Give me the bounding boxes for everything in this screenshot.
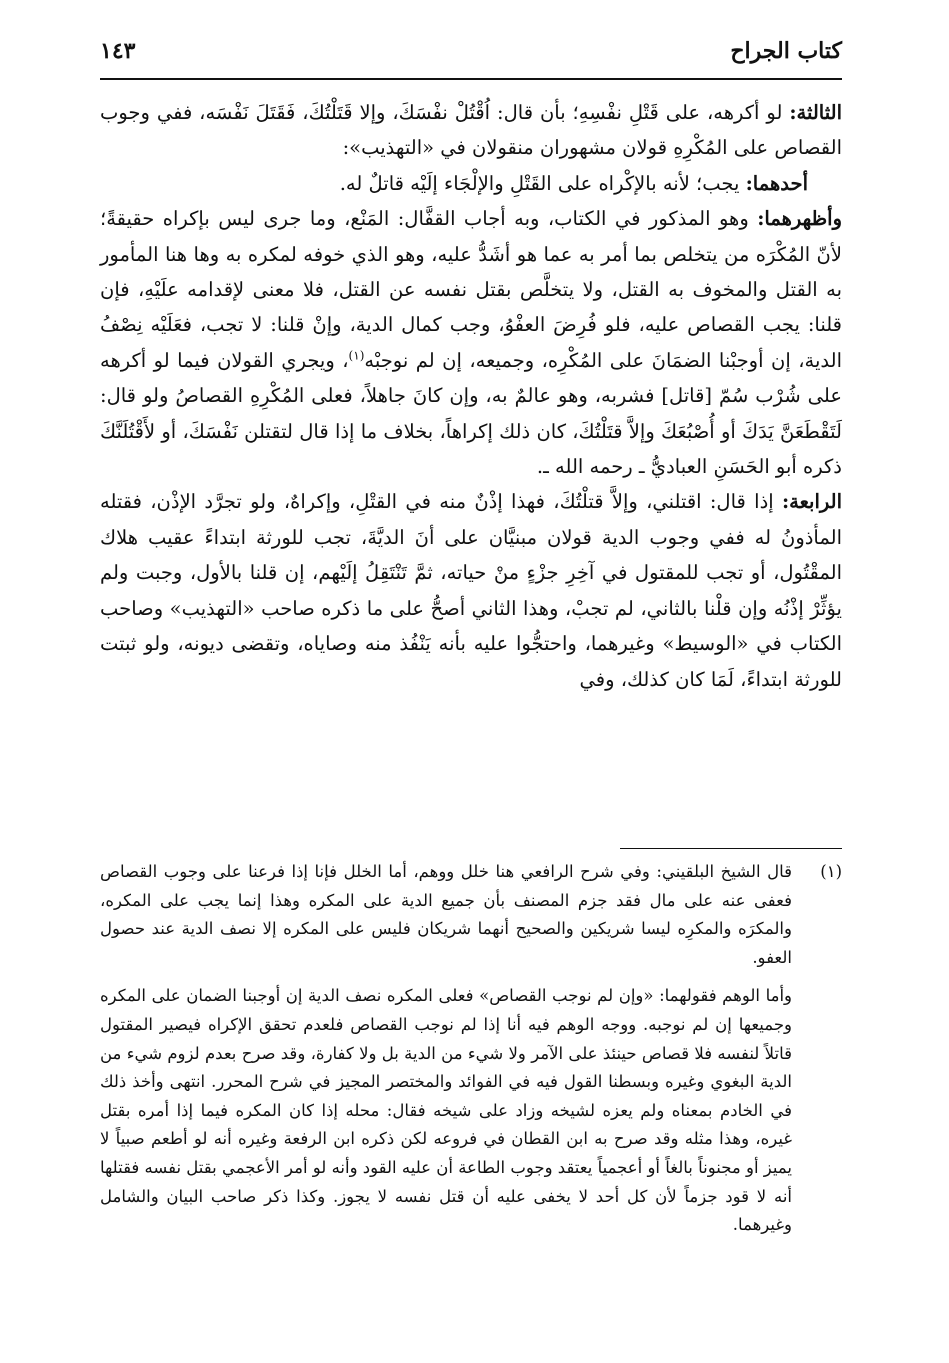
paragraph-text: يجب؛ لأنه بالإكْراه على القَتْلِ والإلْجَاء إلَيْه قاتلٌ له. [339, 171, 746, 195]
page-number: ١٤٣ [100, 38, 136, 64]
paragraph-lead: وأظهرهما: [757, 207, 842, 231]
paragraph-lead: أحدهما: [745, 171, 808, 195]
paragraph-text: إذا قال: اقتلني، وإلاَّ قتلْتُكَ، فهذا إذْنٌ منه في القتْلِ، وإكراهٌ، ولو تجرَّد الإذْن، فقتله المأذونُ له ففي وجوب الدية قولان مبنيَّان على أنَ الديَّةَ، تجب للورثة ابتداءً عقيب هلاك المقْتُول، أو تجب للمقتول في آخِرِ جزْءٍ منْ حياته، ثمَّ تَنْتَقِلُ إلَيْهم، إن قلنا بالأول، وجبت ولم يؤثِّرْ إذْنُه وإن قلْنا بالثاني، لم تجبْ، وهذا الثاني أصحُّ على ما ذكره صاحب «التهذيب» وصاحب الكتاب في «الوسيط» وغيرهما، واحتجُّوا عليه بأنه يَنْفُذ منه وصاياه، وتقضى ديونه، ولو ثبتت للورثة ابتداءً، لَمَا كان كذلك، وفي [100, 490, 842, 691]
paragraph-second-opinion [100, 201, 842, 484]
footnote-1 [100, 858, 842, 982]
paragraph-text: ، ويجري القولان فيما لو أكرهه على شُرْب سُمّ [قاتل] فشربه، وهو عالمٌ به، وإن كانَ جاهلاً، فعلى المُكْرِهِ القصاصُ ولو قال: لَتَقْطَعَنَّ يَدَكَ أو أُصْبُعَكَ وإلاَّ قتَلْتُكَ، كان ذلك إكراهاً، بخلاف ما إذا قال لتقتلن نَفْسَكَ، أو لأَقْتُلَنَّكَ ذكره أبو الحَسَنِ العباديُّ ـ رحمه الله ـ. [100, 348, 842, 479]
running-title: كتاب الجراح [730, 38, 842, 64]
paragraph-lead: الرابعة: [781, 490, 842, 514]
paragraph-text: لو أكرهه، على قَتْلِ نفْسِهِ؛ بأن قال: اُقْتُلْ نفْسَكَ، وإلا قَتَلْتُكَ، فَقَتَلَ نَفْسَه، ففي وجوب القصاص على المُكْرِهِ قولان مشهوران منقولان في «التهذيب»: [100, 101, 842, 160]
paragraph-lead: الثالثة: [789, 101, 842, 124]
main-text [100, 95, 842, 697]
footnote-marker: (١) [820, 862, 842, 881]
running-header [100, 34, 842, 74]
paragraph-fourth-case [100, 484, 842, 696]
paragraph-third-case [100, 95, 842, 166]
footnote-reference[interactable]: (١) [348, 348, 365, 363]
footnote-paragraph: قال الشيخ البلقيني: وفي شرح الرافعي هنا خلل ووهم، أما الخلل فإنا إذا فرعنا على وجوب القصاص فعفى عنه على مال فقد جزم المصنف بأن جميع الدية على المكره وهذا إنما يجب على المكره، والمكرَه والمكرِه ليسا شريكين والصحيح أنهما شريكان فليس على المكره إلا نصف الدية عند حصول العفو. [100, 862, 792, 967]
footnote-separator [620, 848, 842, 849]
paragraph-first-opinion [100, 166, 842, 201]
footnote-paragraph: وأما الوهم فقولهما: «وإن لم نوجب القصاص» فعلى المكره نصف الدية إن أوجبنا الضمان على المكره وجميعها إن لم نوجبه. ووجه الوهم فيه أنا إذا لم نوجب القصاص فلعدم تحقق الإكراه فيصير المقتول قاتلاً لنفسه فلا قصاص حينئذ على الآمر ولا شيء من الدية بل ولا كفارة، وقد صرح بعدم لزوم شيء من الدية البغوي وغيره وبسطنا القول فيه في الفوائد والمختصر المجيز في شرح المحرر. انتهى وأخذ ذلك في الخادم بمعناه ولم يعزه لشيخه وزاد على شيخه فقال: محله إذا كان المكره فيما إذا أمره بقتل غيره، وهذا مثله وقد صرح به ابن القطان في فروعه لكن ذكره ابن الرفعة وغيره أنه لو أطعم صبياً لا يميز أو مجنوناً بالغاً أو أعجمياً يعتقد وجوب الطاعة أن عليه القود وأنه لو أمر الأعجمي بقتل نفسه فقتلها أنه لا قود جزماً لأن كل أحد لا يخفى عليه أن قتل نفسه لا يجوز. وكذا ذكر صاحب البيان والشامل وغيرهما. [100, 986, 792, 1235]
footnotes [100, 858, 842, 1240]
paragraph-text: وهو المذكور في الكتاب، وبه أجاب القفَّال: المَنْع، وما جرى ليس بإكراه حقيقةً؛ لأنّ المُكْرَه من يتخلص بما أمر به عما هو أشَدُّ عليه، وهو الذي خوفه لمكره به وها هنا المأمور به القتل والمخوف به القتل، ولا يتخلَّص بقتل نفسه عن القتل، فلا معنى لإقدامه علَيْهِ، فإن قلنا: يجب القصاص عليه، فلو فُرِضَ العفْوُ، وجب كمال الدية، وإنْ قلنا: لا تجب، فعَلَيْه نِصْفُ الدية، إن أوجبْنا الضمَانَ على المُكْرِه، وجميعه، إن لم نوجبْه [100, 207, 842, 372]
header-rule [100, 78, 842, 80]
